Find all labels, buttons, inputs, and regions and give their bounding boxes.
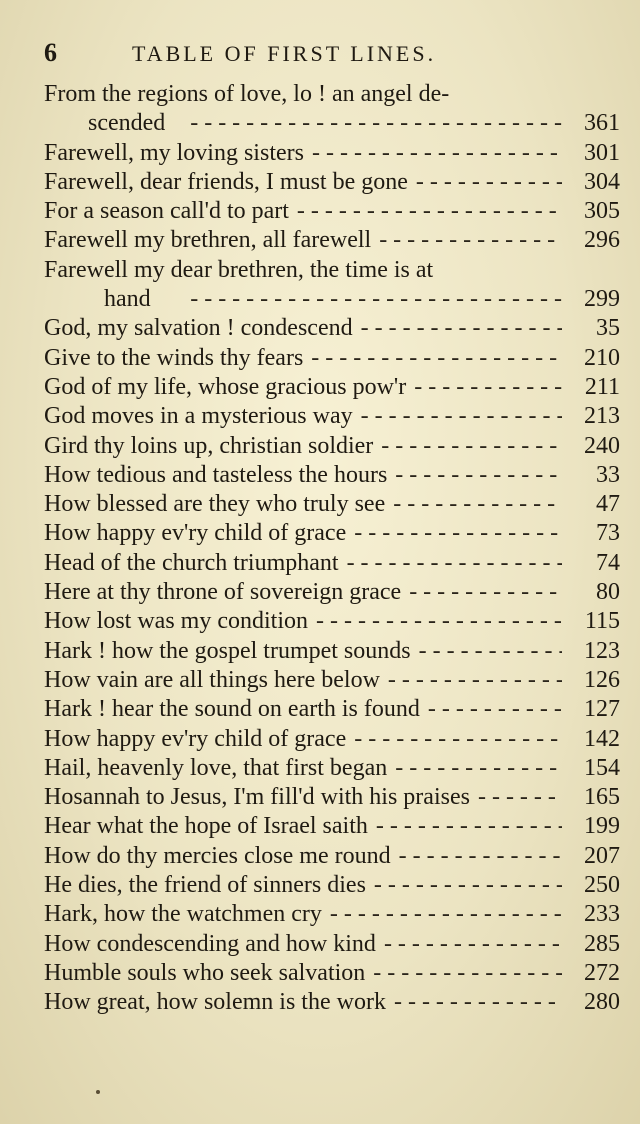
entry-page: 211 [584, 373, 620, 400]
entry-title: How happy ev'ry child of grace [44, 520, 347, 547]
list-item [44, 871, 620, 900]
list-item [44, 461, 620, 490]
dot-leader [391, 842, 562, 871]
entry-page: 272 [584, 959, 620, 986]
entry-title: Humble souls who seek salvation [44, 959, 366, 986]
entry-page: 250 [584, 872, 620, 899]
entry-page: 123 [584, 637, 620, 664]
list-item [44, 754, 620, 783]
dot-leader [303, 344, 562, 373]
entry-page: 74 [596, 549, 620, 576]
dot-leader [420, 695, 562, 724]
entry-page: 233 [584, 901, 620, 928]
entry-page: 210 [584, 344, 620, 371]
entry-title: Farewell my dear brethren, the time is at [44, 256, 434, 283]
list-item [44, 344, 620, 373]
entry-page: 142 [584, 725, 620, 752]
entry-title: From the regions of love, lo ! an angel de- [44, 81, 450, 107]
entry-title: Hark, how the watchmen cry [44, 901, 322, 928]
list-item [44, 812, 620, 841]
entry-title: Farewell, dear friends, I must be gone [44, 168, 408, 195]
dot-leader [346, 725, 562, 754]
list-item [44, 168, 620, 197]
entry-title: Hark ! hear the sound on earth is found [44, 696, 420, 723]
entry-title: How blessed are they who truly see [44, 491, 386, 518]
list-item [44, 988, 620, 1017]
dot-leader [385, 490, 562, 519]
entry-title: Head of the church triumphant [44, 549, 339, 576]
entry-page: 304 [584, 168, 620, 195]
list-item [44, 490, 620, 519]
list-item [44, 842, 620, 871]
dot-leader [406, 373, 562, 402]
dot-leader [368, 812, 562, 841]
entry-title: Gird thy loins up, christian soldier [44, 432, 374, 459]
entry-page: 207 [584, 842, 620, 869]
dot-leader [365, 959, 562, 988]
list-item [44, 256, 620, 285]
dot-leader [387, 754, 562, 783]
dot-leader [353, 314, 562, 343]
list-item [44, 314, 620, 343]
entry-title: How vain are all things here below [44, 666, 380, 693]
entry-title: How great, how solemn is the work [44, 989, 386, 1016]
entry-page: 361 [584, 110, 620, 137]
list-item [44, 139, 620, 168]
entry-title: scended [88, 110, 166, 137]
entry-title: Farewell my brethren, all farewell [44, 227, 372, 254]
list-item [44, 637, 620, 666]
entry-title: hand [104, 286, 151, 313]
dot-leader [401, 578, 562, 607]
entry-title: Hail, heavenly love, that first began [44, 754, 388, 781]
list-item [44, 578, 620, 607]
entry-title: How lost was my condition [44, 608, 308, 635]
entry-page: 127 [584, 696, 620, 723]
dot-leader [165, 109, 562, 138]
dot-leader [304, 139, 562, 168]
list-item [44, 226, 620, 255]
list-item [44, 519, 620, 548]
entry-title: Hosannah to Jesus, I'm fill'd with his praises [44, 784, 470, 811]
dot-leader [373, 432, 562, 461]
entry-page: 296 [584, 227, 620, 254]
list-item [44, 783, 620, 812]
entry-page: 73 [596, 520, 620, 547]
dot-leader [411, 637, 562, 666]
entry-title: He dies, the friend of sinners dies [44, 872, 366, 899]
dot-leader [470, 783, 562, 812]
first-lines-list [44, 80, 620, 1018]
entry-title: How condescending and how kind [44, 930, 376, 957]
list-item [44, 725, 620, 754]
list-item [44, 695, 620, 724]
list-item [44, 80, 620, 109]
dot-leader [408, 168, 562, 197]
dot-leader [151, 285, 562, 314]
entry-page: 115 [584, 608, 620, 635]
dot-leader [387, 461, 562, 490]
entry-page: 126 [584, 666, 620, 693]
page-header [44, 36, 624, 72]
entry-title: Give to the winds thy fears [44, 344, 304, 371]
entry-page: 299 [584, 286, 620, 313]
entry-page: 154 [584, 754, 620, 781]
list-item [44, 900, 620, 929]
dot-leader [346, 519, 562, 548]
dot-leader [322, 900, 562, 929]
dot-leader [353, 402, 562, 431]
dot-leader [376, 930, 562, 959]
entry-page: 285 [584, 930, 620, 957]
entry-page: 165 [584, 784, 620, 811]
entry-title: God, my salvation ! condescend [44, 315, 353, 342]
entry-page: 33 [596, 461, 620, 488]
dot-leader [308, 607, 562, 636]
entry-page: 80 [596, 579, 620, 606]
list-item [44, 432, 620, 461]
entry-page: 213 [584, 403, 620, 430]
dot-leader [339, 549, 562, 578]
dot-leader [371, 226, 562, 255]
list-item [44, 930, 620, 959]
page-number: 6 [44, 38, 57, 67]
entry-title: How tedious and tasteless the hours [44, 461, 388, 488]
running-title: TABLE OF FIRST LINES. [132, 41, 437, 66]
entry-title: How do thy mercies close me round [44, 842, 391, 869]
list-item [44, 402, 620, 431]
entry-page: 47 [596, 491, 620, 518]
dot-leader [386, 988, 562, 1017]
dot-leader [289, 197, 562, 226]
entry-title: Here at thy throne of sovereign grace [44, 579, 402, 606]
list-item [44, 285, 620, 314]
dot-leader [366, 871, 562, 900]
ink-speck [96, 1090, 100, 1094]
list-item [44, 197, 620, 226]
entry-title: How happy ev'ry child of grace [44, 725, 347, 752]
entry-page: 301 [584, 139, 620, 166]
dot-leader [380, 666, 562, 695]
entry-page: 35 [596, 315, 620, 342]
list-item [44, 109, 620, 138]
entry-title: God of my life, whose gracious pow'r [44, 373, 407, 400]
list-item [44, 607, 620, 636]
entry-page: 199 [584, 813, 620, 840]
entry-title: Hark ! how the gospel trumpet sounds [44, 637, 411, 664]
entry-page: 305 [584, 198, 620, 225]
entry-title: Hear what the hope of Israel saith [44, 813, 368, 840]
list-item [44, 549, 620, 578]
entry-page: 240 [584, 432, 620, 459]
list-item [44, 373, 620, 402]
entry-title: For a season call'd to part [44, 198, 289, 225]
list-item [44, 666, 620, 695]
entry-title: God moves in a mysterious way [44, 403, 353, 430]
entry-page: 280 [584, 989, 620, 1016]
list-item [44, 959, 620, 988]
entry-title: Farewell, my loving sisters [44, 139, 304, 166]
